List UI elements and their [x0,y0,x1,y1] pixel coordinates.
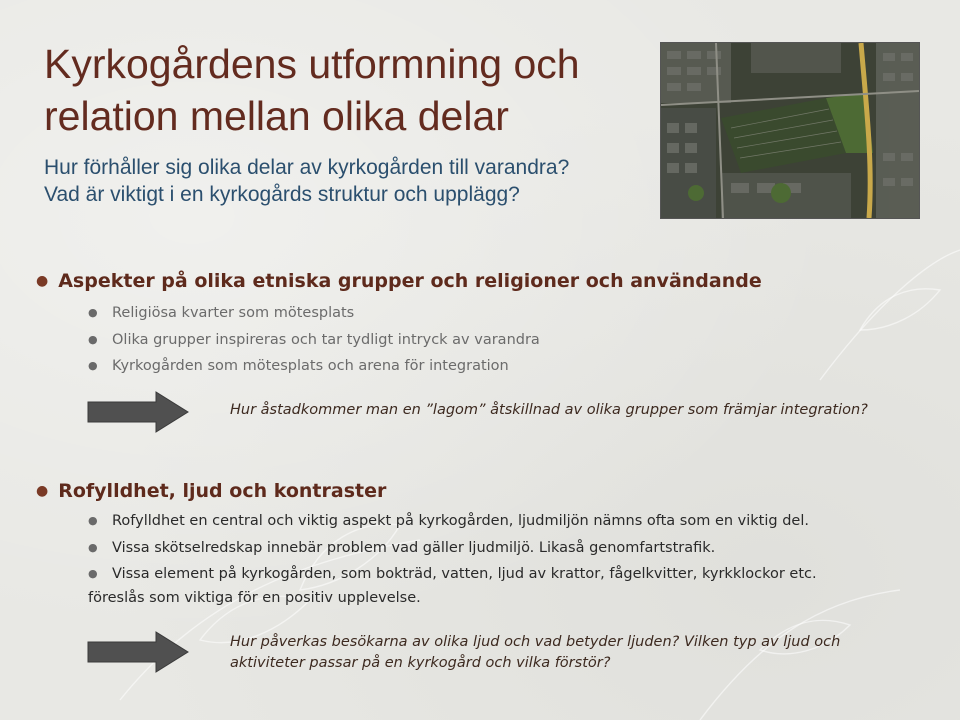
list-item: ● Religiösa kvarter som mötesplats [88,300,540,327]
title-line-2: relation mellan olika delar [44,93,509,139]
list-item: ● Olika grupper inspireras och tar tydligt intryck av varandra [88,327,540,354]
bullet-dot-icon: ● [36,483,49,499]
list-item: ● Kyrkogården som mötesplats och arena för integration [88,353,540,380]
bullet-dot-icon: ● [88,567,98,580]
list-item-continuation: föreslås som viktiga för en positiv upplevelse. [88,590,421,606]
aspects-list [88,300,540,380]
slide-subtitle [44,154,644,208]
integration-question: Hur åstadkommer man en ”lagom” åtskillnad av olika grupper som främjar integration? [230,402,868,418]
section-heading-sound: ● Rofylldhet, ljud och kontraster [36,480,387,502]
list-item: ● Vissa element på kyrkogården, som bokträd, vatten, ljud av krattor, fågelkvitter, kyrkklockor etc. [88,561,817,588]
slide-title [44,38,644,142]
arrow-right-icon [86,390,190,434]
arrow-right-icon [86,630,190,674]
sound-list [88,508,817,588]
list-item: ● Vissa skötselredskap innebär problem vad gäller ljudmiljö. Likaså genomfartstrafik. [88,535,817,562]
bullet-dot-icon: ● [88,540,98,554]
aerial-map-image [661,43,919,218]
subtitle-line-1: Hur förhåller sig olika delar av kyrkogården till varandra? [44,156,570,179]
bullet-dot-icon: ● [88,359,98,372]
aerial-photo [660,42,920,219]
bullet-dot-icon: ● [36,273,49,289]
bullet-dot-icon: ● [88,306,98,319]
subtitle-line-2: Vad är viktigt i en kyrkogårds struktur och upplägg? [44,183,520,206]
bullet-dot-icon: ● [88,332,98,346]
bullet-dot-icon: ● [88,514,98,527]
sound-question: Hur påverkas besökarna av olika ljud och vad betyder ljuden? Vilken typ av ljud och aktiviteter passar på en kyrkogård och vilka förstör? [230,634,841,671]
list-item: ● Rofylldhet en central och viktig aspekt på kyrkogården, ljudmiljön nämns ofta som en viktig del. [88,508,817,535]
section-heading-aspects: ● Aspekter på olika etniska grupper och religioner och användande [36,270,762,292]
title-line-1: Kyrkogårdens utformning och [44,41,580,87]
